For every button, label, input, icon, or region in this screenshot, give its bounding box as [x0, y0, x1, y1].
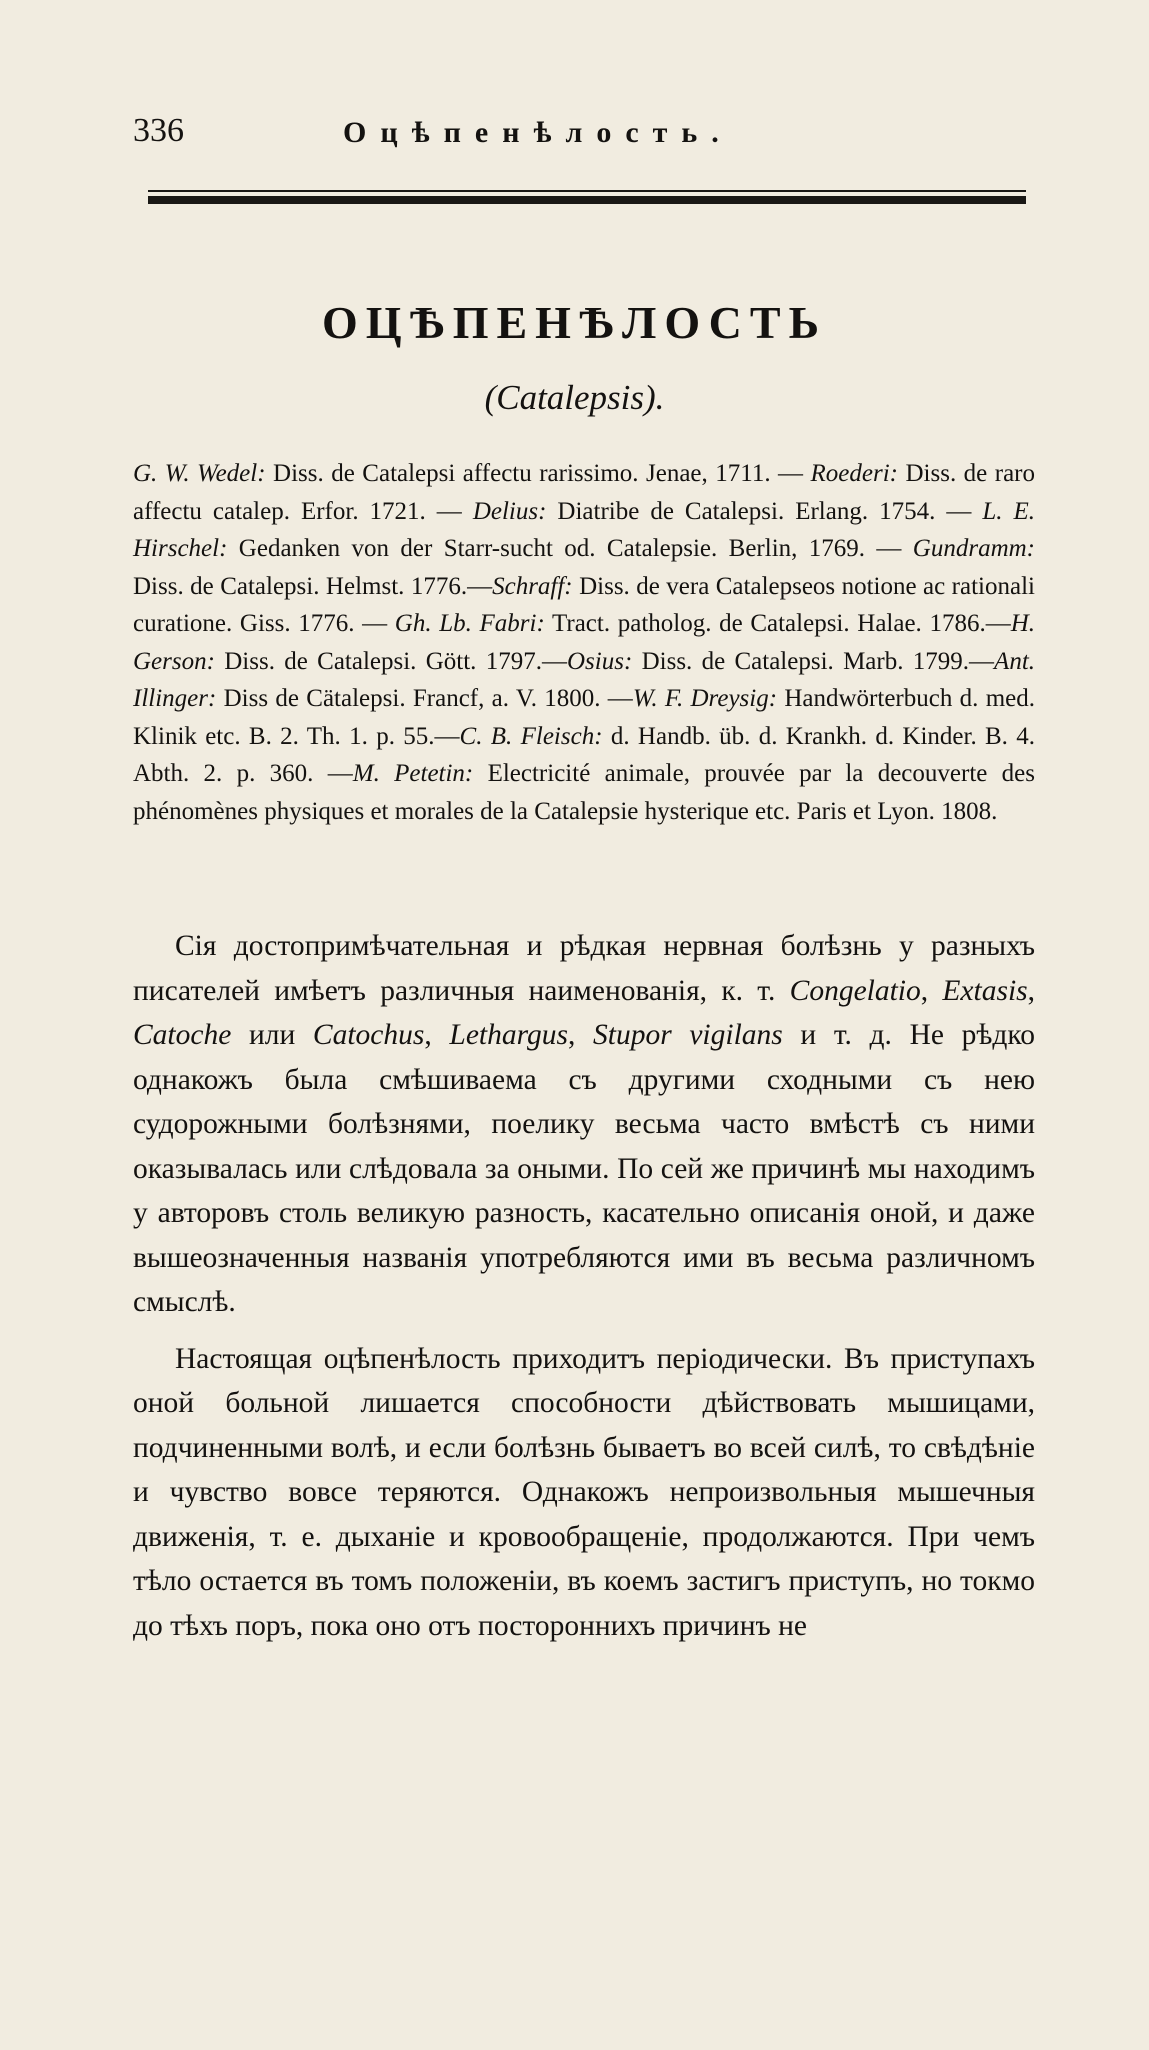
header-rule-thin — [148, 190, 1026, 192]
bib-author: Delius: — [472, 497, 547, 525]
bib-author: Gh. Lb. Fabri: — [394, 610, 545, 637]
latin-term: Lethargus — [449, 1019, 568, 1051]
latin-term: Extasis — [942, 974, 1028, 1007]
bib-author: Gundramm: — [912, 535, 1035, 562]
bib-author: L. E. Hirschel: — [133, 497, 1035, 562]
bib-author: G. W. Wedel: — [133, 460, 266, 487]
bib-entry: Diss. de raro affectu catalep. Erfor. 1721. — — [133, 460, 1035, 525]
bib-entry: Gedanken von der Starr-sucht od. Catalepsie. Berlin, 1769. — — [227, 535, 913, 562]
bib-entry: Electricité animale, prouvée par la decouverte des phénomènes physiques et morales de la Catalepsie hysterique etc. Paris et Lyon. 1808. — [133, 760, 1035, 825]
separator: , — [424, 1019, 450, 1051]
article-subtitle: (Catalepsis). — [484, 378, 665, 417]
bib-author: Ant. Illinger: — [133, 647, 1036, 712]
latin-term: Stupor vigilans — [593, 1019, 783, 1051]
body-text — [133, 924, 1035, 1648]
bib-author: H. Gerson: — [133, 610, 1036, 675]
running-head — [133, 112, 1049, 162]
bibliography — [133, 455, 1035, 830]
bib-entry: Diss. de Catalepsi. Helmst. 1776.— — [133, 572, 493, 600]
bib-author: M. Petetin: — [352, 760, 474, 787]
paragraph-text: и т. д. Не рѣдко однакожъ была смѣшиваема съ другими сходными съ нею судорожными болѣзнями, поелику весьма часто вмѣстѣ съ ними оказывалась или слѣдовала за оными. По сей же причинѣ мы находимъ у авторовъ столь великую разность, касательно описанія оной, и даже вышеозначенныя названія употребляются ими въ весьма различномъ смыслѣ. — [133, 1019, 1036, 1318]
page-number: 336 — [133, 112, 184, 149]
header-rule-thick — [148, 196, 1026, 204]
paragraph — [133, 924, 1035, 1325]
bib-author: C. B. Fleisch: — [459, 722, 603, 750]
bib-author: Roederi: — [810, 460, 898, 487]
separator: , — [920, 974, 943, 1007]
bib-entry: Diss. de Catalepsi affectu rarissimo. Jenae, 1711. — — [265, 460, 811, 487]
bib-entry: Diss. de Catalepsi. Marb. 1799.— — [632, 647, 995, 675]
paragraph: Настоящая оцѣпенѣлость приходитъ періодически. Въ приступахъ оной больной лишается способности дѣйствовать мышицами, подчиненными волѣ, и если болѣзнь бываетъ во всей силѣ, то свѣдѣніе и чувство вовсе теряются. Однакожъ непроизвольныя мышечныя движенія, т. е. дыханіе и кровообращеніе, продолжаются. При чемъ тѣло остается въ томъ положеніи, въ коемъ застигъ приступъ, но токмо до тѣхъ поръ, пока оно отъ постороннихъ причинъ не — [133, 1342, 1035, 1642]
bib-author: Osius: — [566, 647, 633, 675]
separator: или — [231, 1019, 313, 1051]
latin-term: Congelatio — [789, 974, 921, 1007]
article-title: ОЦѢПЕНѢЛОСТЬ — [322, 297, 827, 348]
bib-entry: Diatribe de Catalepsi. Erlang. 1754. — — [546, 497, 983, 525]
separator: , — [567, 1019, 593, 1051]
latin-term: Catochus — [312, 1019, 425, 1051]
paragraph-text: Сія достопримѣчательная и рѣдкая нервная болѣзнь у разныхъ писателей имѣетъ различныя наименованія, к. т. — [133, 930, 1035, 1007]
bib-entry: Diss. de vera Catalepseos notione ac rationali curatione. Giss. 1776. — — [133, 572, 1035, 637]
bib-author: Schraff: — [492, 572, 573, 600]
running-title: Оцѣпенѣлость. — [343, 116, 733, 149]
bib-entry: d. Handb. üb. d. Krankh. d. Kinder. B. 4. Abth. 2. p. 360. — — [133, 722, 1036, 787]
bib-entry: Tract. patholog. de Catalepsi. Halae. 1786.— — [544, 610, 1011, 637]
separator: , — [1027, 974, 1035, 1007]
bib-author: W. F. Dreysig: — [632, 685, 778, 712]
bib-entry: Handwörterbuch d. med. Klinik etc. B. 2. Th. 1. p. 55.— — [133, 685, 1035, 750]
latin-term: Catoche — [133, 1019, 232, 1051]
bib-entry: Diss de Cätalepsi. Francf, a. V. 1800. — — [216, 685, 633, 712]
bib-entry: Diss. de Catalepsi. Gött. 1797.— — [214, 647, 567, 675]
